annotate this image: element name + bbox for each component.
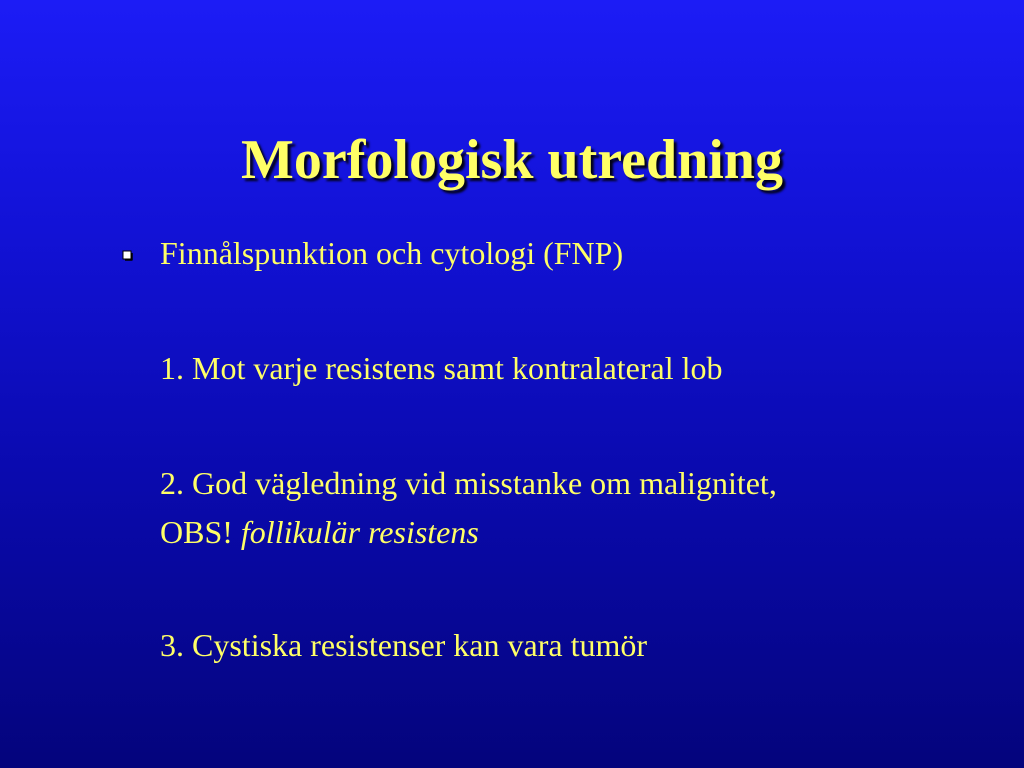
bullet-text: Finnålspunktion och cytologi (FNP): [160, 235, 624, 271]
note-emphasis: follikulär resistens: [240, 514, 479, 550]
slide-title: Morfologisk utredning: [241, 129, 783, 191]
square-bullet-icon: [122, 250, 134, 262]
list-item-2: 2. God vägledning vid misstanke om malignitet,: [160, 465, 777, 501]
list-item-3: 3. Cystiska resistenser kan vara tumör: [160, 627, 647, 663]
list-item-1: 1. Mot varje resistens samt kontralateral lob: [160, 350, 723, 386]
note-prefix: OBS!: [160, 514, 233, 550]
list-item-2-note: [160, 514, 479, 550]
